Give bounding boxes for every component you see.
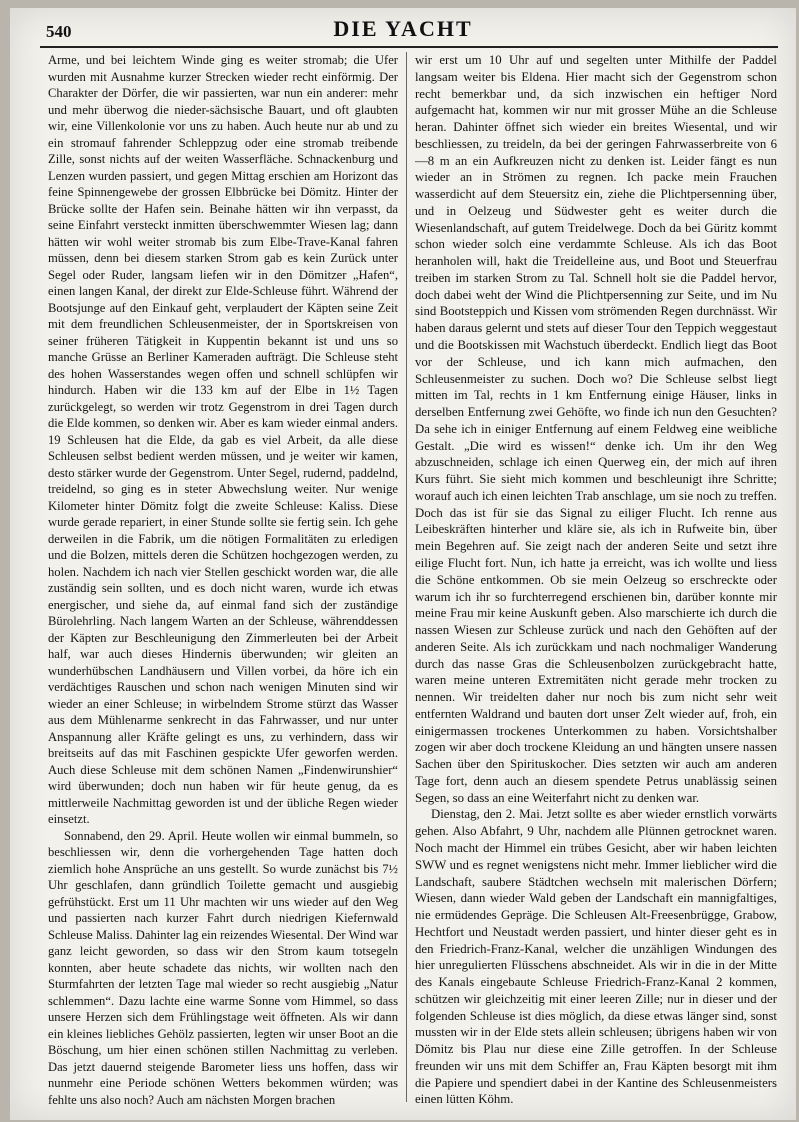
left-column [48,52,398,1108]
left-paragraph-1: Arme, und bei leichtem Winde ging es weiter stromab; die Ufer wurden mit Ausnahme kurzer Strecken wieder recht einförmig. Der Charakter der Dörfer, die wir passierten, war nun ein anderer: mehr und mehr überwog die nieder-sächsische Bauart, und oft glaubten wir, eine Villenkolonie vor uns zu haben. Auch heute nur ab und zu ein stromauf fahrender Schleppzug oder eine stromab treibende Zille, sonst nichts auf der weiten Wasserfläche. Schnackenburg und Lenzen wurden passiert, und gegen Mittag erschien am Horizont das feine Spinnengewebe der grossen Elbbrücke bei Dömitz. Hinter der Brücke sollte der Hafen sein. Beinahe hätten wir ihn verpasst, da seine Einfahrt versteckt inmitten überschwemmter Wiesen lag; dann hätten wir wohl weiter stromab bis zum Elbe-Trave-Kanal fahren müssen, denn bei diesem starken Strom gab es kein Zurück unter Segel oder Ruder, langsam liefen wir in den Dömitzer „Hafen“, einen langen Kanal, der direkt zur Elde-Schleuse führt. Während der Bootsjunge auf den Einkauf geht, verplaudert der Käpten seine Zeit mit dem freundlichen Schleusenmeister, der in Sportskreisen von seiner früheren Tätigkeit in Kuppentin bekannt ist und uns so manche Grüsse an Berliner Kameraden aufträgt. Die Schleuse steht des hohen Wasserstandes wegen offen und schnell schlüpfen wir hindurch. Haben wir die 133 km auf der Elbe in 1½ Tagen zurückgelegt, so werden wir trotz Gegenstrom in drei Tagen durch die Elde kommen, so denken wir. Aber es kam wieder einmal anders. 19 Schleusen hat die Elde, da gab es viel Arbeit, da alle diese Schleusen selbst bedient werden müssen, und je weiter wir kamen, desto stärker wurde der Gegenstrom. Unter Segel, rudernd, paddelnd, treidelnd, so ging es in steter Abwechslung weiter. Nur wenige Kilometer hinter Dömitz folgt die zweite Schleuse: Kaliss. Diese wurde gerade repariert, in einer Stunde sollte sie fertig sein. Ich gehe derweilen in die Fabrik, um die nötigen Formalitäten zu erledigen und die Bolzen, mittels deren die Schützen hochgezogen werden, zu holen. Nachdem ich nach vier Stellen geschickt worden war, die alle zuständig sein sollten, und es doch nicht waren, wurde ich etwas energischer, und siehe da, auf einmal fand sich der zuständige Bürolehrling. Nach langem Warten an der Schleuse, währenddessen der Käpten zur Beschleunigung den Zimmerleuten bei der Arbeit half, war auch dieses Hindernis überwunden; wir gleiten an wunderhübschen Landhäusern und Villen vorbei, da höre ich ein verdächtiges Rauschen und schon nach wenigen Minuten sind wir wieder an einer Schleuse; in wirbelndem Strome stürzt das Wasser aus dem Mühlenarme senkrecht in das Fahrwasser, und nur unter Anspannung aller Kräfte gelingt es uns, zu verhindern, dass wir breitseits auf das mit Faschinen gespickte Ufer geworfen werden. Auch diese Schleuse mit dem schönen Namen „Findenwirunshier“ wird überwunden; doch nun haben wir für heute genug, da es mittlerweile Nachmittag geworden ist und der übliche Regen wieder einsetzt. [48,53,398,826]
page-number: 540 [46,22,72,41]
running-title: DIE YACHT [333,16,473,41]
left-paragraph-2: Sonnabend, den 29. April. Heute wollen wir einmal bummeln, so beschliessen wir, denn die vorhergehenden Tage hatten doch ziemlich hohe Ansprüche an uns gestellt. So wurde zunächst bis 7½ Uhr geschlafen, dann gründlich Toilette gemacht und ausgiebig gefrühstückt. Erst um 11 Uhr machten wir uns wieder auf den Weg und passierten nach kurzer Fahrt durch niedrigen Kiefernwald Schleuse Maliss. Dahinter lag ein reizendes Wiesental. Der Wind war ganz leicht geworden, so dass wir den Strom kaum totsegeln konnten, aber heute schadete das nichts, wir wollten nach den Sturmfahrten der letzten Tage mal wieder so recht ausgiebig „Natur schlemmen“. Dazu lachte eine warme Sonne vom Himmel, so dass unsere Herzen sich dem Frühlingstage weit öffneten. Als wir dann ein kleines liebliches Gehölz passierten, legten wir unser Boot an die Böschung, um hier einen schönen stillen Nachmittag zu verleben. Das jetzt dauernd steigende Barometer liess uns hoffen, dass wir nunmehr eine Periode schönen Wetters bekommen würden; was fehlte uns also noch? Auch am nächsten Morgen brachen [48,828,398,1107]
right-paragraph-1: wir erst um 10 Uhr auf und segelten unter Mithilfe der Paddel langsam weiter bis Eldena. Hier macht sich der Gegenstrom schon recht bemerkbar und, da sich inzwischen ein heftiger Nord aufgemacht hat, kommen wir nur mit grosser Mühe an die Schleuse heran. Dahinter öffnet sich wieder ein breites Wiesental, und wir beschliessen, zu treideln, da bei der geringen Fahrwasserbreite von 6—8 m an ein Aufkreuzen nicht zu denken ist. Leider fängt es nun wieder an in Strömen zu regnen. Ich packe mein Frauchen wasserdicht auf dem Steuersitz ein, ziehe die Plichtpersenning über, und in Oelzeug und Südwester geht es weiter durch die Wiesenlandschaft, auf gutem Treidelwege. Doch da bei Güritz kommt schon wieder solch eine verdammte Schleuse. Als ich das Boot heranholen will, hakt die Treidelleine aus, und Boot und Steuerfrau treiben im starken Strom zu Tal. Schnell holt sie die Paddel hervor, doch dabei weht der Wind die Plichtpersenning zur Seite, und im Nu sind Bootsteppich und Kissen vom strömenden Regen durchnässt. Wir haben daraus gelernt und stets auf dieser Tour den Teppich weggestaut und die Bootskissen mit Wachstuch überdeckt. Endlich liegt das Boot vor der Schleuse, und ich kann mich aufmachen, den Schleusenmeister zu suchen. Doch wo? Die Schleuse selbst liegt mitten im Tal, rechts in 1 km Entfernung einige Häuser, links in derselben Entfernung zwei Gehöfte, wo finde ich nun den Gesuchten? Da sehe ich in einiger Entfernung auf einem Feldweg eine weibliche Gestalt. „Die wird es wissen!“ denke ich. Um ihr den Weg abzuschneiden, schlage ich einen Querweg ein, der mich auf ihren Kurs führt. Sie sieht mich kommen und beschleunigt ihre Schritte; worauf auch ich einen leichten Trab anschlage, um sie noch zu treffen. Doch das ist für sie das Signal zu eiliger Flucht. Ich renne aus Leibeskräften hinterher und kläre sie, als ich in Rufweite bin, über mein Begehren auf. Sie zeigt nach der anderen Seite und setzt ihre eilige Flucht fort. Nun, ich hatte ja erreicht, was ich wollte und liess die Schöne entkommen. Ob sie mein Oelzeug so erschreckte oder warum ich ihr so furchterregend erschienen bin, darüber konnte mir meine Frau mir keine Auskunft geben. Also marschierte ich durch die nassen Wiesen zur Schleuse zurück und nach den Gehöften auf der anderen Seite. Als ich zurückkam und nach nochmaliger Wanderung durch das nasse Gras die Schleusenbolzen zurückgebracht hatte, waren meine unteren Extremitäten nicht gerade mehr trocken zu nennen. Wir treidelten daher nur noch bis zum nicht sehr weit entfernten Waldrand und bauten dort unser Zelt wieder auf, froh, ein einigermassen trockenes Unterkommen zu haben. Vorsichtshalber zogen wir aber doch trockene Kleidung an und hängten unsere nassen Sachen über den Spirituskocher. Dies setzten wir auch am anderen Tage fort, denn auch an diesem spendete Petrus unablässig seinen Segen, so dass an eine Weiterfahrt nicht zu denken war. [415,53,777,805]
column-divider [406,52,407,1102]
right-paragraph-2: Dienstag, den 2. Mai. Jetzt sollte es aber wieder ernstlich vorwärts gehen. Also Abfahrt, 9 Uhr, nachdem alle Plünnen getrocknet waren. Noch macht der Himmel ein trübes Gesicht, aber wir haben leichten SWW und es regnet wenigstens nicht mehr. Immer lieblicher wird die Landschaft, saubere Städtchen wechseln mit malerischen Dörfern; Wiesen, dann wieder Wald geben der Landschaft ein mannigfaltiges, nie ermüdendes Gepräge. Die Schleusen Alt-Freesenbrügge, Grabow, Hechtfort und Neustadt werden passiert, und hinter dieser geht es in den Friedrich-Franz-Kanal, welcher die unzähligen Windungen des hier unregulierten Flüsschens abschneidet. Als wir in die in der Mitte des Kanals eingebaute Schleuse Friedrich-Franz-Kanal 2 kommen, schützen wir gleichzeitig mit einer leeren Zille; nur in dieser und der folgenden Schleuse ist dies möglich, da diese etwas länger sind, sonst mussten wir in der Elde stets allein schleusen; übrigens haben wir von Dömitz bis Plau nur diese eine Zille getroffen. In der Schleuse freunden wir uns mit dem Schiffer an, Frau Käpten besorgt mit ihm die Papiere und spendiert dabei in der Kantine des Schleusenmeisters einen lütten Köhm. [415,807,777,1107]
right-column [415,52,777,1108]
magazine-page [10,8,796,1120]
header-rule [40,46,778,48]
